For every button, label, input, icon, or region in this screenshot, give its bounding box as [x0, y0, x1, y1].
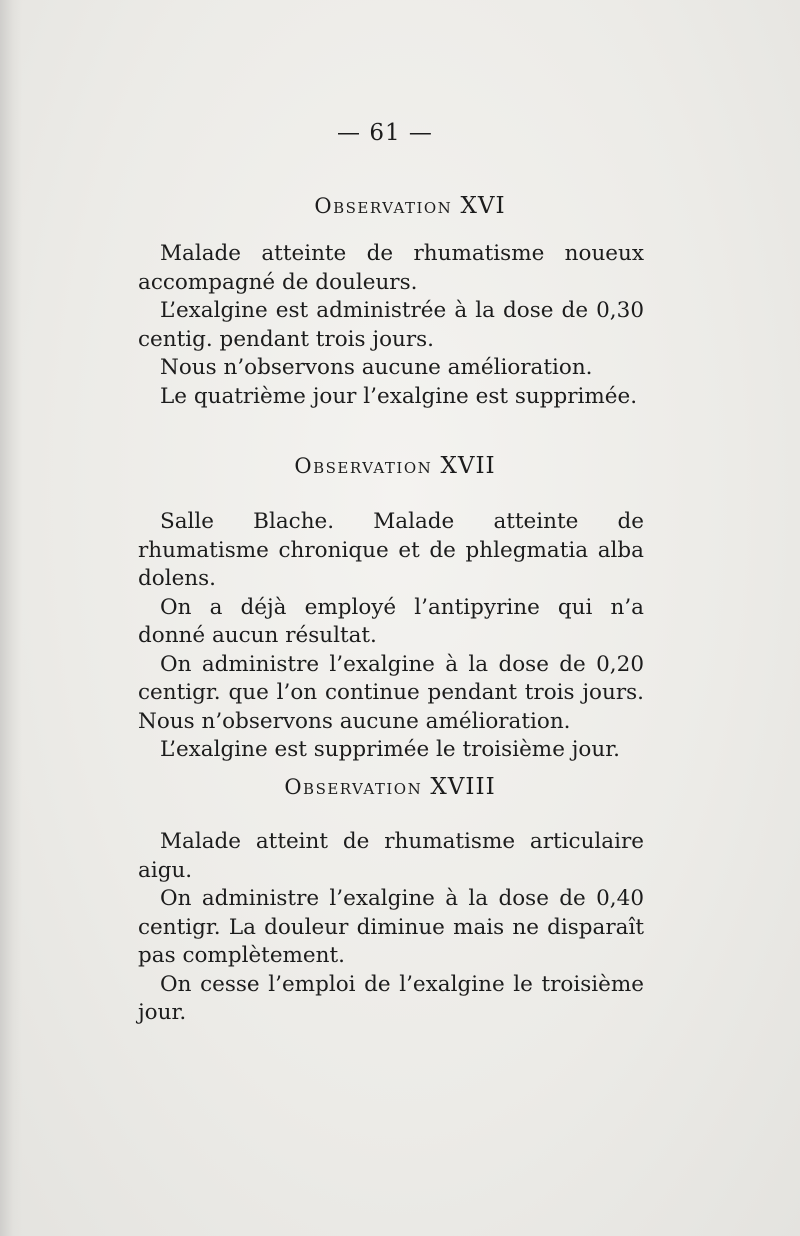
observation-label: Observation [294, 454, 433, 478]
observation-number: XVI [460, 193, 506, 219]
observation-number: XVIII [430, 774, 496, 800]
observation-heading [0, 453, 790, 479]
paragraph: On administre l’exalgine à la dose de 0,40 centigr. La douleur diminue mais ne disparaît pas complètement. [138, 886, 644, 968]
paragraph: Nous n’observons aucune amélioration. [160, 355, 593, 380]
observation-text [138, 508, 644, 765]
paragraph: On cesse l’emploi de l’exalgine le troisième jour. [138, 971, 644, 1025]
page-number: — 61 — [337, 120, 433, 146]
paragraph: On administre l’exalgine à la dose de 0,20 centigr. que l’on continue pendant trois jours. Nous n’observons aucune amélioration. [138, 651, 644, 734]
observation-text [138, 828, 644, 1028]
observation-number: XVII [440, 453, 496, 479]
page-binding-shadow [0, 0, 22, 1236]
paragraph: Malade atteinte de rhumatisme noueux accompagné de douleurs. [138, 241, 644, 295]
paragraph: Salle Blache. Malade atteinte de rhumatisme chronique et de phlegmatia alba dolens. [138, 509, 644, 591]
paragraph: L’exalgine est administrée à la dose de 0,30 centig. pendant trois jours. [138, 298, 644, 352]
observation-label: Observation [284, 775, 423, 799]
paragraph: Malade atteint de rhumatisme articulaire aigu. [138, 829, 644, 883]
paragraph: L’exalgine est supprimée le troisième jour. [160, 737, 620, 762]
paragraph: Le quatrième jour l’exalgine est supprimée. [160, 383, 638, 409]
observation-heading [0, 774, 780, 800]
observation-heading [0, 193, 800, 219]
observation-label: Observation [314, 194, 453, 218]
observation-text [138, 240, 644, 411]
paragraph: On a déjà employé l’antipyrine qui n’a donné aucun résultat. [138, 594, 644, 648]
